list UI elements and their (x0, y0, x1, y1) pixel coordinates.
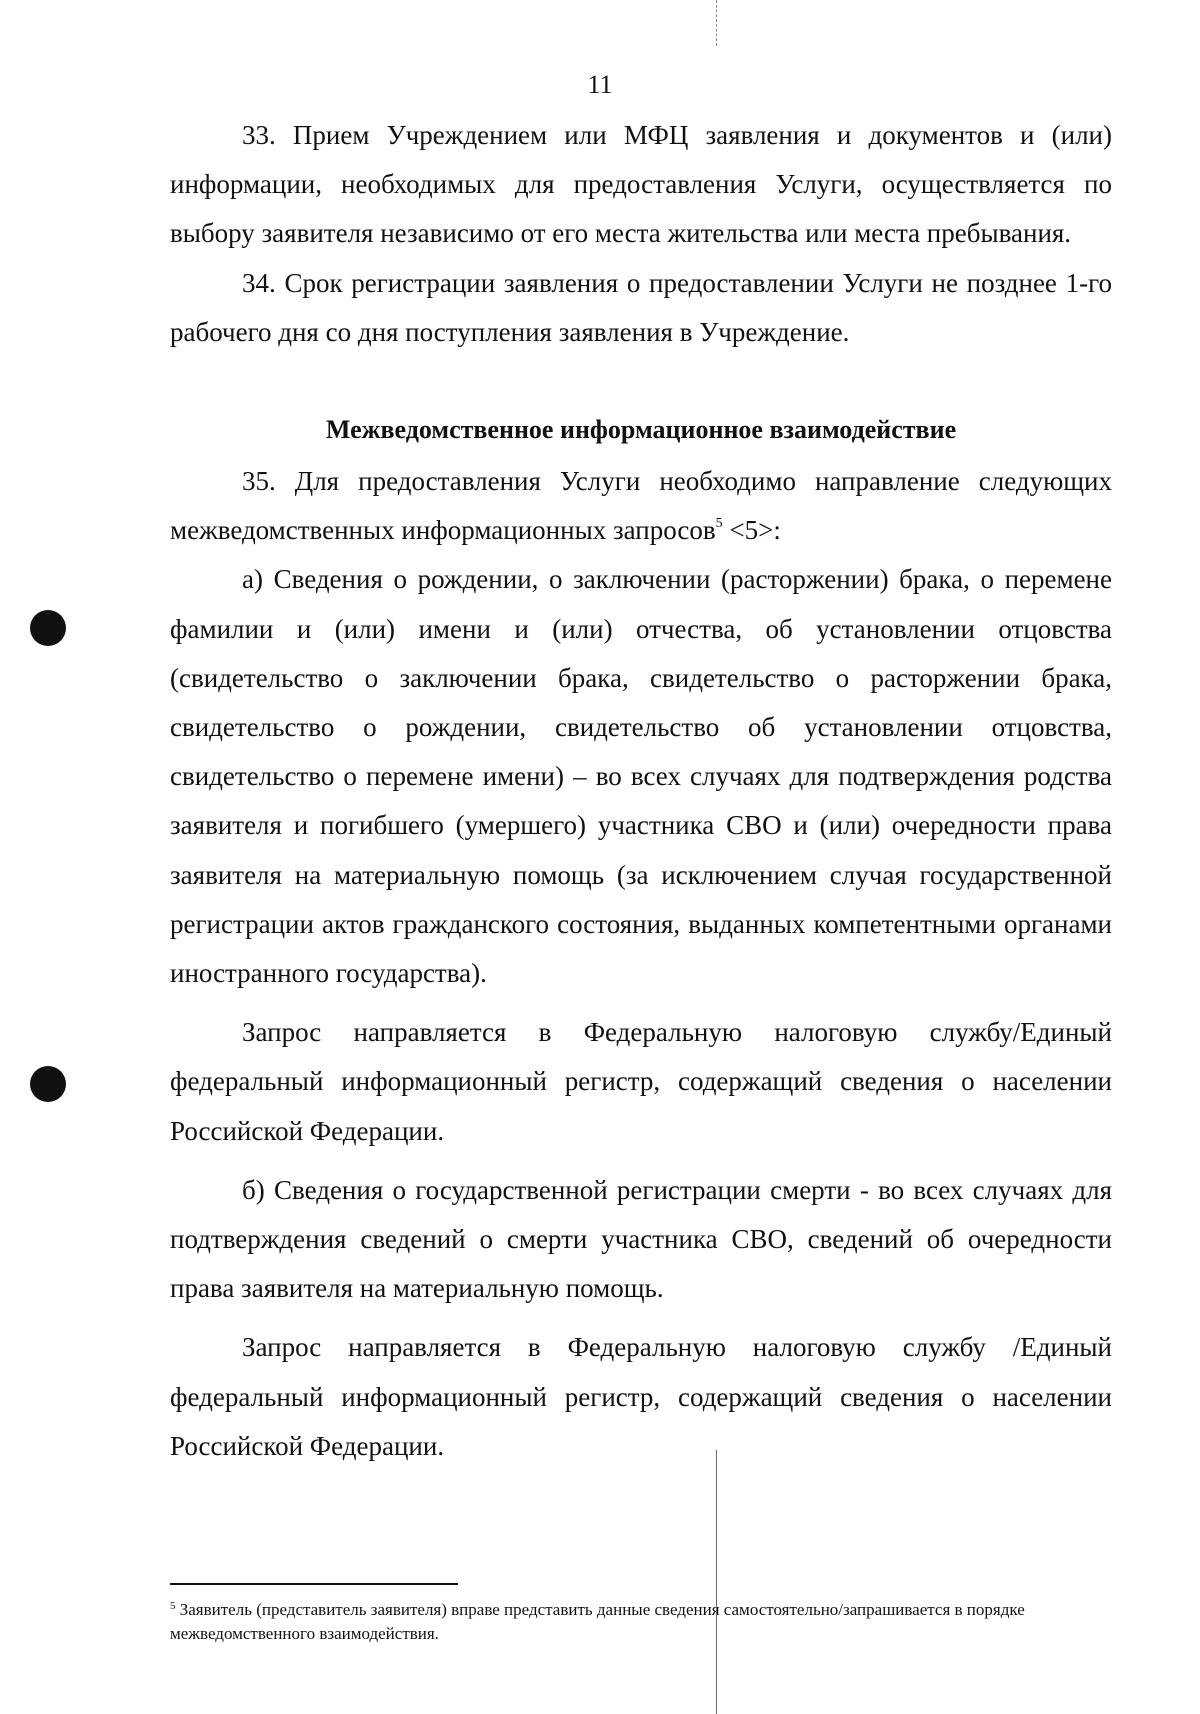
section-heading: Межведомственное информационное взаимодействие (325, 415, 957, 444)
footnote-ref: 5 (715, 516, 723, 532)
paragraph-35 (170, 457, 1112, 555)
fold-line-bottom (716, 1450, 717, 1714)
paragraph-35-tail: <5>: (722, 515, 781, 546)
footnote-separator (170, 1583, 458, 1585)
paragraph-35-text: 35. Для предоставления Услуги необходимо направление следующих межведомственных информационных запросов (170, 466, 1112, 546)
page-number: 11 (587, 70, 613, 99)
punch-hole-top (30, 610, 66, 646)
footnote-text: Заявитель (представитель заявителя) вправе представить данные сведения самостоятельно/запрашивается в порядке межведомственного взаимодействия. (170, 1600, 1025, 1643)
punch-hole-bottom (30, 1066, 66, 1102)
paragraphs-top (170, 111, 1112, 357)
request-b: Запрос направляется в Федеральную налоговую службу /Единый федеральный информационный регистр, содержащий сведения о населении Российской Федерации. (170, 1332, 1112, 1461)
footnote-marker: 5 (170, 1600, 176, 1612)
paragraph-34: 34. Срок регистрации заявления о предоставлении Услуги не позднее 1-го рабочего дня со дня поступления заявления в Учреждение. (170, 267, 1112, 347)
item-b: б) Сведения о государственной регистрации смерти - во всех случаях для подтверждения сведений о смерти участника СВО, сведений об очередности права заявителя на материальную помощь. (170, 1174, 1112, 1304)
fold-line-top (716, 0, 717, 46)
footnote (170, 1598, 1112, 1646)
paragraph-33: 33. Прием Учреждением или МФЦ заявления и документов и (или) информации, необходимых для предоставления Услуги, осуществляется по выбору заявителя независимо от его места жительства или места пребывания. (170, 120, 1112, 249)
section-body (170, 457, 1112, 1471)
request-a: Запрос направляется в Федеральную налоговую службу/Единый федеральный информационный регистр, содержащий сведения о населении Российской Федерации. (170, 1017, 1112, 1146)
item-a: а) Сведения о рождении, о заключении (расторжении) брака, о перемене фамилии и (или) имени и (или) отчества, об установлении отцовства (свидетельство о заключении брака, свидетельство о расторжении брака, свидетельство о рождении, свидетельство об установлении отцовства, свидетельство о перемене имени) – во всех случаях для подтверждения родства заявителя и погибшего (умершего) участника СВО и (или) очередности права заявителя на материальную помощь (за исключением случая государственной регистрации актов гражданского состояния, выданных компетентными органами иностранного государства). (170, 564, 1112, 989)
